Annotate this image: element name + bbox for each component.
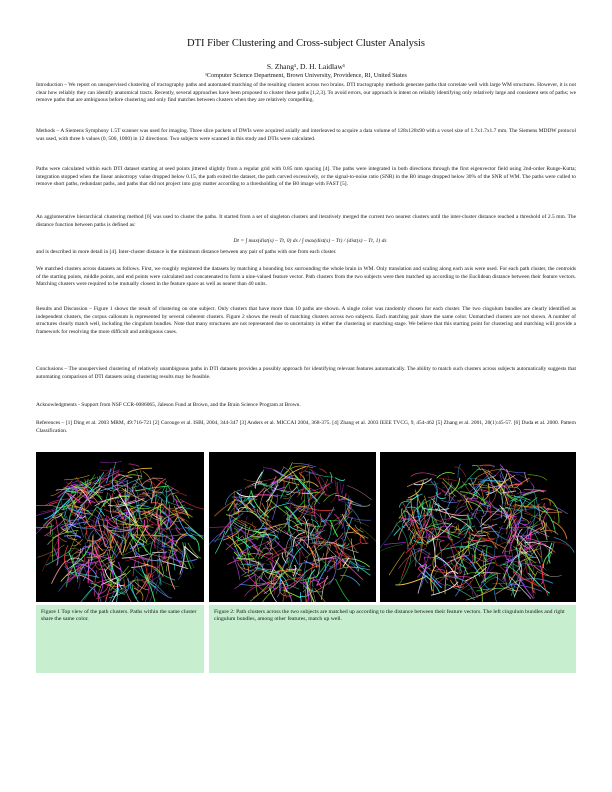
conclusions-paragraph: Conclusions – The unsupervised clustering of relatively unambiguous paths in DTI datasets provides a possibly approach for identifying relevant features automatically. The ability to match such clusters across subjects automatically suggests that automating comparison of DTI datasets using clustering results may be feasible. [36,366,576,380]
fiber-path [162,561,188,569]
fiber-path [428,493,441,498]
fiber-path [159,579,179,587]
fiber-path [133,567,157,585]
fiber-path [467,541,493,558]
fiber-path [340,575,360,585]
fiber-path [266,550,286,560]
fiber-path [64,545,68,568]
figure-1-image [36,452,204,602]
fiber-path [185,527,204,537]
fiber-path [189,535,200,552]
methods-paragraph: Methods – A Siemens Symphony 1.5T scanner was used for imaging. Three slice packets of DWIs were acquired axially and interleaved to acquire a data volume of 128x128x90 with a voxel size of 1.7x1.7x1.7 mm. The Siemens MDDW protocol was used, with three b values (0, 500, 1000) in 12 directions. Two subjects were scanned in this study and DTIs were calculated. [36,128,576,142]
fiber-path [406,494,418,500]
fiber-path [484,580,490,590]
figure-1-caption: Figure 1 Top view of the path clusters. Paths within the same cluster share the same color. [36,605,204,673]
fiber-path [347,486,372,500]
fiber-path [53,494,76,517]
fiber-path [527,475,546,481]
fiber-path [104,509,113,512]
fiber-path [457,543,462,558]
fiber-path [317,529,335,542]
fiber-path [283,494,291,499]
fiber-path [304,471,333,477]
fiber-path [549,499,559,523]
fiber-path [215,531,225,554]
figure-2-caption: Figure 2: Path clusters across the two subjects are matched up according to the distance between their feature vectors. The left cingulum bundles and right cingulum bundles, among other features, match up well. [209,605,576,673]
fiber-path [344,532,357,553]
fiber-path [430,480,437,494]
fiber-path [310,488,331,496]
fiber-path [37,549,58,558]
fiber-path [411,473,437,477]
fiber-path [380,545,403,556]
figure-2-right-image [380,452,576,602]
fiber-path [399,555,412,585]
affiliation: ¹Computer Science Department, Brown University, Providence, RI, United States [205,72,407,79]
fiber-path [140,470,142,479]
fiber-path [394,528,400,535]
fiber-path [50,523,51,535]
fiber-path [439,478,457,481]
fiber-path [112,493,113,502]
fiber-path [100,461,122,463]
fiber-path [287,487,298,495]
fiber-path [554,537,574,552]
fiber-path [320,512,330,532]
fiber-path [229,514,234,545]
fiber-path [475,527,492,542]
fiber-path [42,541,57,571]
fiber-path [58,572,73,591]
fiber-path [319,469,327,474]
fiber-path [473,551,483,562]
fiber-path [458,464,461,478]
clustering-paragraph-cont: and is described in more detail in [4]. Inter-cluster distance is the minimum distance between any pair of paths with one from each cluster. [36,249,337,255]
fiber-path [354,520,369,526]
fiber-path [52,561,67,584]
fiber-path [329,556,337,585]
fiber-path [147,481,155,488]
clustering-paragraph: An agglomerative hierarchical clustering method [6] was used to cluster the paths. It started from a set of singleton clusters and iteratively merged the current two nearest clusters until the inter-cluster distance reached a threshold of 2.5 mm. The distance function between paths is defined as: [36,214,576,228]
fiber-path [531,484,534,492]
fiber-path [331,516,343,529]
fiber-path [318,477,321,490]
fiber-path [494,587,500,602]
fiber-path [494,526,502,557]
results-paragraph: Results and Discussion – Figure 1 shows the result of clustering on one subject. Only clusters that have more than 10 paths are shown. A single color was randomly chosen for each cluster. The two cingulum bundles are clearly identified as independent clusters, the corpus callosum is represented by several coherent clusters. Figure 2 shows the result of matching clusters across two subjects. Each matching pair share the same color. Unmatched clusters are not shown. A number of structures clearly match well, including the cingulum bundles. Note that many structures are not represented due to uncertainty in either the clustering or matching stage. We believe that this starting point for clustering and matching will provide a framework for resolving the more difficult and ambiguous cases. [36,306,576,336]
author-list: S. Zhang¹, D. H. Laidlaw¹ [266,62,346,71]
fiber-path [315,492,326,505]
fiber-path [483,555,484,571]
fiber-path [413,545,417,566]
paths-paragraph: Paths were calculated within each DTI dataset starting at seed points jittered slightly from a regular grid with 0.85 mm spacing [4]. The paths were integrated in both directions through the first eigenvector field using 2nd-order Runge-Kutta; integration stopped when the linear anisotropy value dropped below 0.15, the path exited the dataset, the path curved excessively, or the signal-to-noise ratio (SNR) in the B0 image dropped below 30% of the SNR of WM. The paths were culled to remove short paths, redundant paths, and paths that did not project into gray matter according to a thresholding of the B0 image with FAST [5]. [36,166,576,188]
fiber-path [509,523,543,528]
fiber-path [36,505,58,507]
fiber-path [537,571,562,576]
paper-title: DTI Fiber Clustering and Cross-subject Cluster Analysis [187,38,425,49]
fiber-path [335,478,345,481]
fiber-path [312,515,321,533]
fiber-path [99,470,124,472]
fiber-path [129,464,140,466]
fiber-path [128,468,152,473]
references: References – [1] Ding et al. 2003 MRM, 49:716-721 [2] Corouge et al. ISBI, 2004, 344-347 [3] Anders et al. MICCAI 2004, 368-375. [4] Zhang et al. 2003 IEEE TVCG, 9, 454-462 [5] Zhang et al. 2001, 20(1):45-57. [6] Duda et al. 2000. Pattern Classification. [36,420,576,434]
fiber-path [77,584,97,602]
distance-equation: Dt = ∫ max(dist(s) – Tt, 0) ds / ∫ max(dist(s) – Tt) / (dist(s) – Tt, 1) ds [233,238,387,244]
fiber-path [149,578,169,598]
fiber-path [264,496,272,515]
intro-paragraph: Introduction – We report on unsupervised clustering of tractography paths and automated matching of the resulting clusters across two brains. DTI tractography methods generate paths that correlate well with large WM structures. However, it is not clear how reliably they can identify anatomical tracts. Recently, several approaches have been proposed to cluster these paths [1,2,3]. To avoid errors, our approach is intent on reliably identifying only relatively large and consistent sets of paths; we remove paths that are ambiguous before clustering and only find matches between clusters when they are relatively compelling. [36,82,576,104]
fiber-path [304,485,311,491]
fiber-path [153,569,175,581]
fiber-path [88,537,102,541]
fiber-path [118,562,121,585]
fiber-path [399,510,405,518]
fiber-path [300,592,304,602]
fiber-path [237,492,258,496]
matching-paragraph: We matched clusters across datasets as follows. First, we roughly registered the datasets by matching a bounding box surrounding the whole brain in WM. Only translation and scaling along each axis were used. For each path cluster, the centroids of the starting points, middle points, and end points were calculated and concatenated to form a nine-valued feature vector. Path clusters from the two subjects were then matched up according to the Euclidean distance between their feature vectors. Matching clusters were required to be mutually closest in the feature space as well as nearer than 40 units. [36,266,576,288]
fiber-path [342,484,343,493]
fiber-path [384,542,406,544]
fiber-path [414,479,432,485]
fiber-path [487,524,499,538]
fiber-path [336,579,350,602]
fiber-path [523,502,542,505]
fiber-path [467,513,468,524]
fiber-path [350,561,371,576]
fiber-path [257,524,287,536]
fiber-path [419,563,442,588]
fiber-path [554,505,568,514]
fiber-path [439,541,444,550]
acknowledgments: Acknowledgments - Support from NSF CCR-0086065, Jaleson Fund at Brown, and the Brain Science Program at Brown. [36,402,301,408]
figure-2-left-image [209,452,376,602]
fiber-path [118,474,132,478]
fiber-path [152,552,167,553]
fiber-path [337,482,339,501]
fiber-path [91,583,101,587]
fiber-path [513,506,546,507]
fiber-path [454,467,466,477]
fiber-path [255,472,262,489]
fiber-path [508,484,522,487]
fiber-path [134,588,143,600]
fiber-path [408,533,417,547]
fiber-path [542,508,549,526]
fiber-path [272,494,277,520]
fiber-path [437,472,455,478]
